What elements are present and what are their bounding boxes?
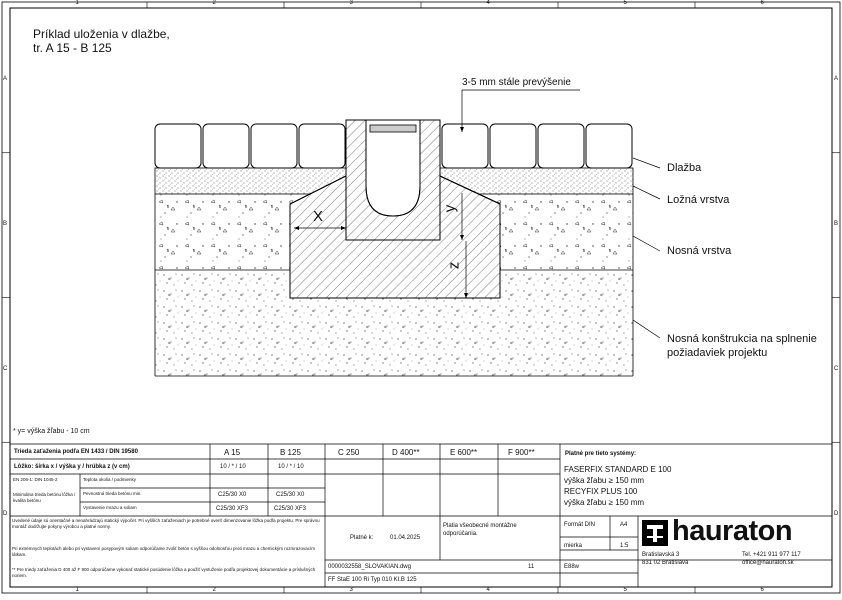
valid-for-line-4: výška žľabu ≥ 150 mm: [564, 498, 645, 507]
grid-column-label: 2: [212, 0, 216, 6]
paving-block: [490, 124, 536, 168]
label-base: Nosná vrstva: [667, 245, 732, 257]
grid-row-label: B: [834, 221, 839, 228]
sub-row-2-b125: C25/30 X0: [276, 492, 305, 498]
drawing-title: [33, 27, 170, 55]
valid-for-heading: Platné pre tieto systémy:: [565, 451, 637, 457]
scale-label: mierka: [564, 543, 583, 549]
grid-column-label: 1: [75, 587, 79, 593]
dimension-z: z: [445, 261, 463, 270]
sheet-code: E88w: [564, 564, 580, 570]
paving-block: [586, 124, 632, 168]
plotted-date: 01.04.2025: [390, 535, 421, 541]
grating: [370, 125, 416, 132]
label-subbase-line-1: Nosná konštrukcia na splnenie: [667, 333, 817, 345]
address-line-1: Bratislavská 3: [642, 552, 680, 558]
valid-for-line-3: RECYFIX PLUS 100: [564, 487, 638, 496]
plotted-label: Platné k:: [350, 535, 374, 541]
grid-column-label: 4: [486, 587, 490, 593]
title-line-1: Príklad uloženia v dlažbe,: [33, 27, 170, 41]
drawing-description: FF StaE 100 Ri Typ 010 KI.B 125: [328, 577, 417, 583]
hauraton-logo-text: hauraton: [672, 515, 793, 547]
note-1: Uvedené údaje sú orientačné a nenahrádzajú statický výpočet. Pri vyšších zaťaženiach je potrebné overiť dimenzovanie lôžka podľa projektu. Pre správnu montáž dodržujte pokyny výrobcu a platné normy.: [12, 518, 320, 529]
label-subbase: [667, 332, 817, 360]
class-a15: A 15: [224, 448, 241, 457]
dimension-y: y: [441, 204, 459, 213]
grid-column-label: 3: [349, 587, 353, 593]
grid-row-label: C: [3, 365, 8, 372]
grid-column-label: 5: [623, 587, 627, 593]
paving-block: [442, 124, 488, 168]
class-e600: E 600**: [450, 448, 478, 457]
grid-row-label: D: [834, 510, 839, 517]
scale-value: 1:5: [620, 543, 629, 549]
address-line-2: 831 02 Bratislava: [642, 560, 689, 566]
label-bedding: Ložná vrstva: [667, 194, 730, 206]
class-c250: C 250: [338, 448, 360, 457]
grid-row-label: A: [3, 76, 8, 83]
sub-row-2-a15: C25/30 X0: [218, 492, 247, 498]
hauraton-logo-mark: [642, 520, 668, 546]
grid-row-label: D: [3, 510, 8, 517]
note-2: Pri extrémnych teplotách alebo pri vystavení posypovým soliam odporúčame zvoliť betón s vyššou odolnosťou proti mrazu a chemickým rozmrazovacím látkam.: [12, 546, 316, 557]
paving-block: [251, 124, 297, 168]
file-name: 0000032558_SLOVAKIAN.dwg: [328, 564, 411, 570]
elevation-note: 3-5 mm stále prevýšenie: [462, 77, 571, 88]
grid-column-label: 1: [75, 0, 79, 6]
class-d400: D 400**: [392, 448, 420, 457]
dims-label: Lôžko: šírka x / výška y / hrúbka z (v cm): [14, 464, 130, 470]
label-paving: Dlažba: [667, 162, 702, 174]
format-label: Formát DIN: [564, 522, 596, 528]
concrete-label: Minimálna trieda betónu lôžka / kvalita betónu: [13, 492, 76, 503]
class-header: Trieda zaťaženia podľa EN 1433 / DIN 19580: [14, 449, 138, 455]
class-f900: F 900**: [508, 448, 535, 457]
grid-row-label: B: [3, 221, 8, 228]
grid-column-label: 4: [486, 0, 490, 6]
sub-row-3-label: Vystavenie mrazu a soliam: [83, 505, 137, 510]
dims-b125: 10 / * / 10: [278, 464, 304, 470]
grid-column-label: 3: [349, 0, 353, 6]
note-3: ** Pre triedy zaťaženia D 400 až F 900 odporúčame vykonať statické posúdenie lôžka a použiť vystuženie podľa projektovej dokumentácie a príslušných noriem.: [12, 567, 316, 578]
footnote: * y= výška žľabu - 10 cm: [13, 428, 90, 435]
title-line-2: tr. A 15 - B 125: [33, 41, 112, 55]
sub-row-2-label: Pevnostná trieda betónu min.: [83, 491, 142, 496]
sub-row-1-label: Teplota okolia / podmienky: [83, 477, 137, 482]
valid-for-line-2: výška žľabu ≥ 150 mm: [564, 476, 645, 485]
grid-row-label: A: [834, 76, 839, 83]
paving-block: [299, 124, 345, 168]
sheet-number: 11: [528, 564, 535, 570]
paving-block: [155, 124, 201, 168]
paving-block: [203, 124, 249, 168]
paving-block: [538, 124, 584, 168]
validity-note: Platia všeobecné montážne odporúčania.: [443, 523, 517, 537]
grid-column-label: 2: [212, 587, 216, 593]
format-value: A4: [620, 522, 628, 528]
email: office@hauraton.sk: [742, 560, 794, 566]
dimension-x: X: [313, 208, 324, 225]
sub-row-3-a15: C25/30 XF3: [216, 506, 249, 512]
norm-label: EN 206-1: DIN 1045-2: [13, 477, 58, 482]
label-subbase-line-2: požiadaviek projektu: [667, 347, 768, 359]
class-b125: B 125: [280, 448, 301, 457]
grid-column-label: 6: [760, 587, 764, 593]
grid-row-label: C: [834, 365, 839, 372]
grid-column-label: 5: [623, 0, 627, 6]
valid-for-line-1: FASERFIX STANDARD E 100: [564, 465, 672, 474]
phone: Tel. +421 911 977 117: [742, 552, 801, 558]
grid-column-label: 6: [760, 0, 764, 6]
dims-a15: 10 / * / 10: [220, 464, 246, 470]
sub-row-3-b125: C25/30 XF3: [274, 506, 307, 512]
